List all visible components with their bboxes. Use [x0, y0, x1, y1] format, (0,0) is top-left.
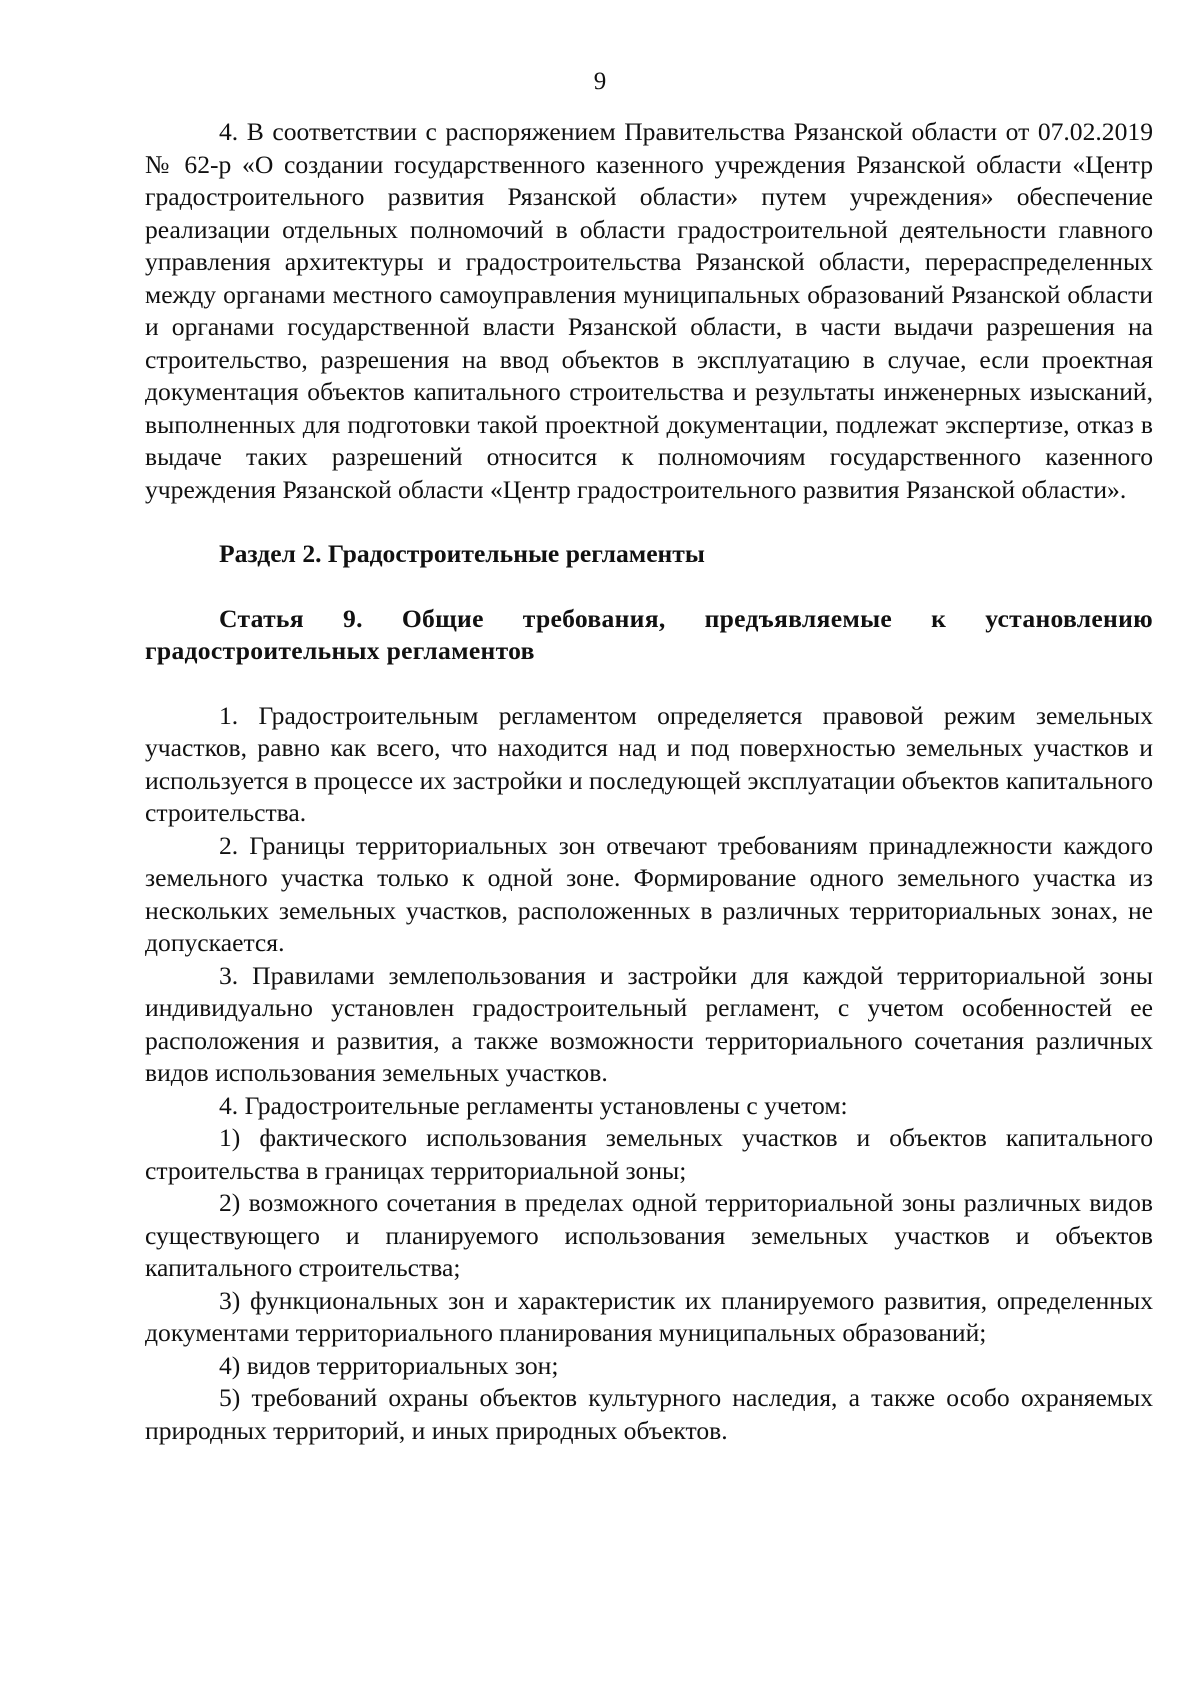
article-paragraph-4: 4. Градостроительные регламенты установлены с учетом: — [219, 1090, 848, 1120]
list-item-4: 4) видов территориальных зон; — [219, 1350, 559, 1380]
article-body — [145, 700, 1153, 1448]
list-item-2: 2) возможного сочетания в пределах одной территориальной зоны различных видов существующего и планируемого использования земельных участков и объектов капитального строительства; — [145, 1188, 1153, 1282]
article-paragraph-3: 3. Правилами землепользования и застройки для каждой территориальной зоны индивидуально установлен градостроительный регламент, с учетом особенностей ее расположения и развития, а также возможности территориального сочетания различных видов использования земельных участков. — [145, 960, 1153, 1087]
article-paragraph-2: 2. Границы территориальных зон отвечают требованиям принадлежности каждого земельного участка только к одной зоне. Формирование одного земельного участка из нескольких земельных участков, расположенных в различных территориальных зонах, не допускается. — [145, 830, 1153, 957]
section-title: Раздел 2. Градостроительные регламенты — [219, 539, 705, 568]
article-paragraph-1: 1. Градостроительным регламентом определяется правовой режим земельных участков, равно как всего, что находится над и под поверхностью земельных участков и используется в процессе их застройки и последующей эксплуатации объектов капитального строительства. — [145, 700, 1153, 827]
page-number: 9 — [593, 68, 607, 95]
list-item-3: 3) функциональных зон и характеристик их планируемого развития, определенных документами территориального планирования муниципальных образований; — [145, 1285, 1153, 1347]
document-body — [145, 116, 1153, 1447]
list-item-5: 5) требований охраны объектов культурного наследия, а также особо охраняемых природных территорий, и иных природных объектов. — [145, 1383, 1153, 1445]
list-item-1: 1) фактического использования земельных участков и объектов капитального строительства в границах территориальной зоны; — [145, 1123, 1153, 1185]
paragraph-intro-4: 4. В соответствии с распоряжением Правительства Рязанской области от 07.02.2019 № 62-р «О создании государственного казенного учреждения Рязанской области «Центр градостроительного развития Рязанской области» путем учреждения» обеспечение реализации отдельных полномочий в области градостроительной деятельности главного управления архитектуры и градостроительства Рязанской области, перераспределенных между органами местного самоуправления муниципальных образований Рязанской области и органами государственной власти Рязанской области, в части выдачи разрешения на строительство, разрешения на ввод объектов в эксплуатацию в случае, если проектная документация объектов капитального строительства и результаты инженерных изысканий, выполненных для подготовки такой проектной документации, подлежат экспертизе, отказ в выдаче таких разрешений относится к полномочиям государственного казенного учреждения Рязанской области «Центр градостроительного развития Рязанской области». — [145, 117, 1153, 504]
article-title: Статья 9. Общие требования, предъявляемые к установлению градостроительных регламентов — [145, 603, 1153, 665]
